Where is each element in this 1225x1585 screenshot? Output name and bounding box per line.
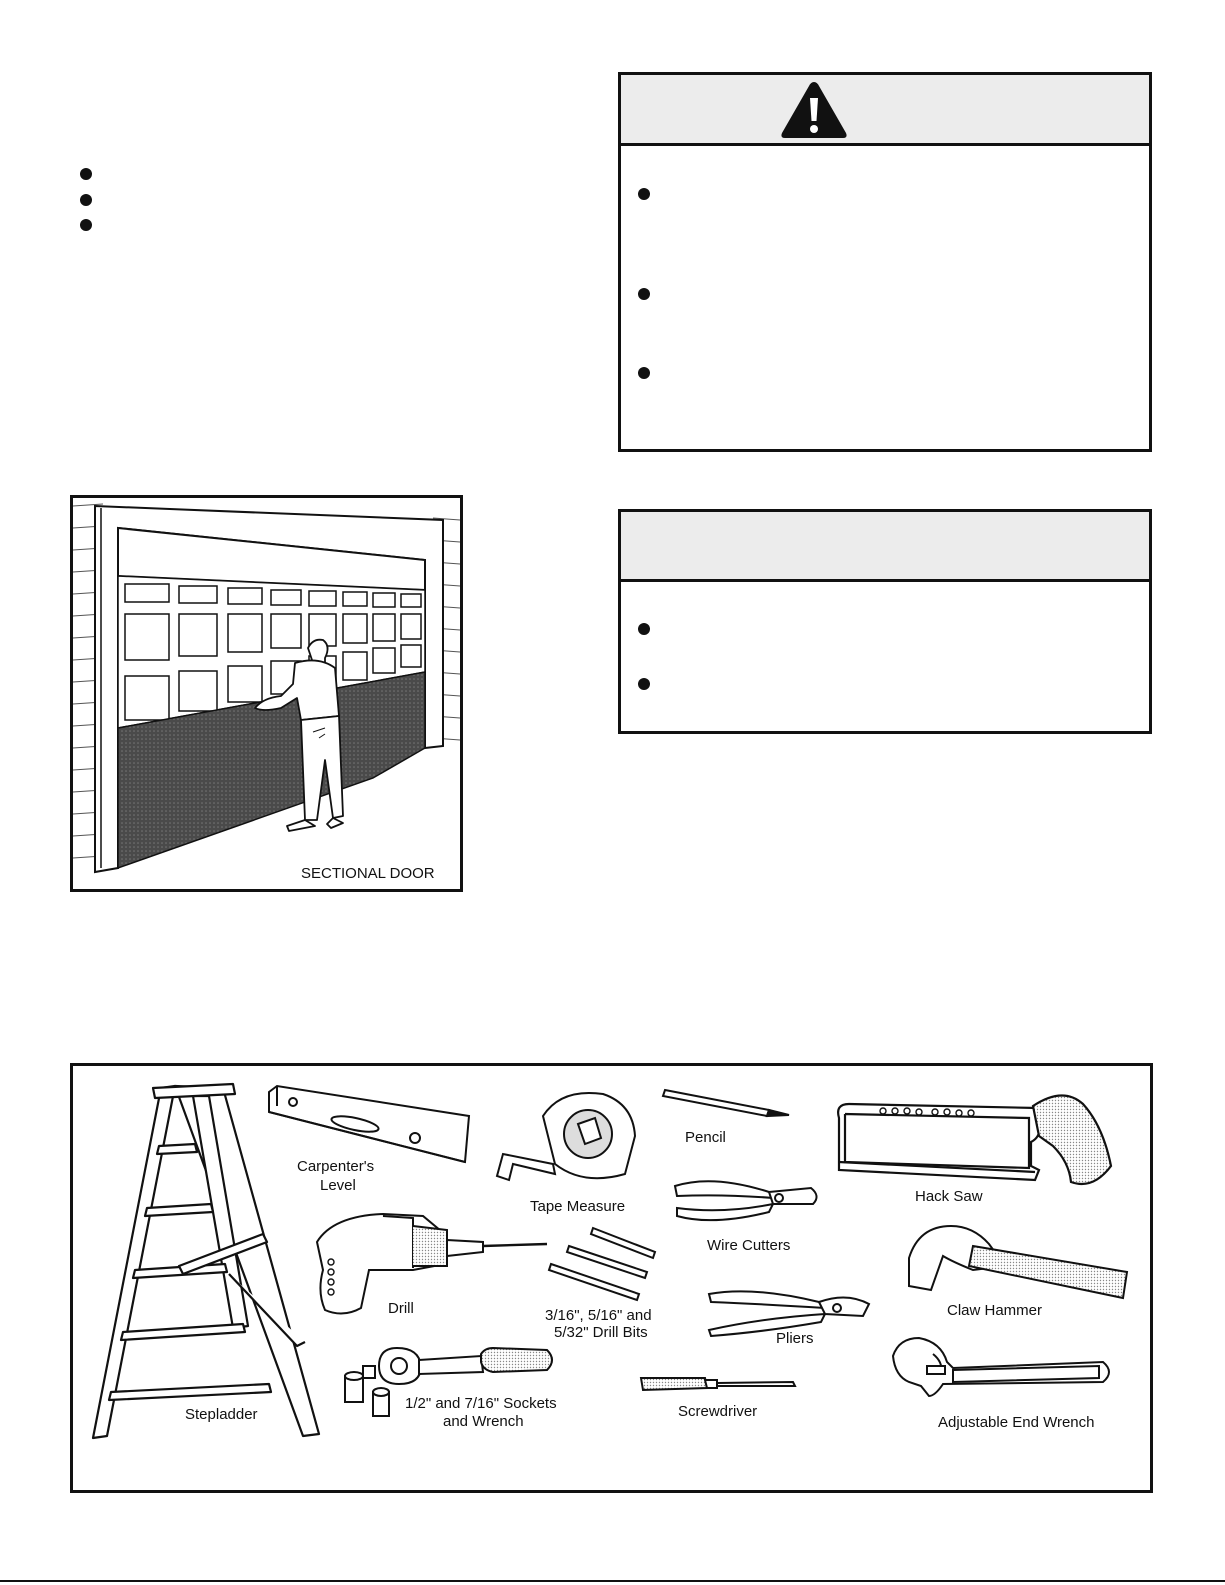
sectional-door-figure	[70, 495, 463, 892]
sectional-door-illustration	[73, 498, 460, 889]
hack-saw-icon	[838, 1095, 1111, 1184]
caution-header	[621, 512, 1149, 582]
screwdriver-label: Screwdriver	[678, 1403, 758, 1420]
adjustable-wrench-icon	[893, 1338, 1109, 1396]
tape-measure-label: Tape Measure	[530, 1198, 626, 1215]
stepladder-label: Stepladder	[185, 1406, 258, 1423]
bullet	[638, 678, 650, 690]
pliers-label: Pliers	[776, 1330, 814, 1347]
stepladder-icon	[93, 1084, 319, 1438]
adjustable-wrench-label: Adjustable End Wrench	[938, 1414, 1095, 1431]
drill-icon	[317, 1214, 547, 1314]
bullet	[638, 188, 650, 200]
carpenters-level-label-1: Carpenter's	[297, 1158, 375, 1175]
hack-saw-label: Hack Saw	[915, 1188, 983, 1205]
sockets-label-2: and Wrench	[443, 1413, 524, 1430]
bullet	[80, 194, 92, 206]
bottom-rule	[0, 1580, 1225, 1582]
claw-hammer-label: Claw Hammer	[947, 1302, 1043, 1319]
drill-bits-icon	[549, 1228, 655, 1300]
screwdriver-icon	[641, 1378, 795, 1390]
carpenters-level-label-2: Level	[320, 1177, 356, 1194]
tape-measure-icon	[497, 1093, 635, 1180]
wire-cutters-icon	[675, 1181, 817, 1220]
sockets-label-1: 1/2" and 7/16" Sockets	[405, 1395, 557, 1412]
bullet	[638, 623, 650, 635]
bullet	[638, 288, 650, 300]
figure-caption: SECTIONAL DOOR	[301, 865, 435, 882]
drill-bits-label-2: 5/32" Drill Bits	[554, 1324, 648, 1341]
drill-label: Drill	[388, 1300, 414, 1317]
drill-bits-label-1: 3/16", 5/16" and	[545, 1307, 652, 1324]
tools-box	[70, 1063, 1153, 1493]
claw-hammer-icon	[909, 1226, 1127, 1298]
caution-box	[618, 509, 1152, 734]
pencil-label: Pencil	[685, 1129, 726, 1146]
bullet	[80, 168, 92, 180]
bullet	[80, 219, 92, 231]
warning-box	[618, 72, 1152, 452]
warning-triangle-icon	[779, 79, 849, 141]
warning-header	[621, 75, 1149, 146]
carpenters-level-icon	[269, 1086, 469, 1162]
bullet	[638, 367, 650, 379]
wire-cutters-label: Wire Cutters	[707, 1237, 791, 1254]
pencil-icon	[663, 1090, 789, 1116]
